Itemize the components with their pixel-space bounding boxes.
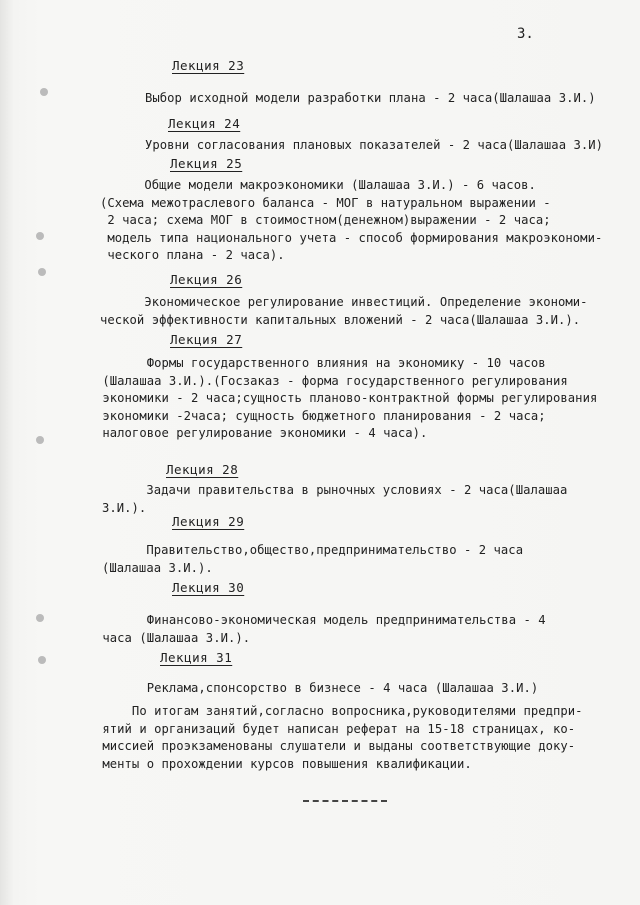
lecture-heading: Лекция 31 bbox=[160, 650, 233, 665]
lecture-heading: Лекция 28 bbox=[166, 462, 239, 477]
punch-mark bbox=[36, 232, 44, 240]
lecture-text: Общие модели макроэкономики (Шалашаа З.И.) - 6 часов. (Схема межотраслевого баланса - МОГ в натуральном выражении - 2 часа; схема МОГ в стоимостном(денежном)выражении - 2 часа; модель типа национального учета - способ формирования макроэкономи- ческого плана - 2 часа). bbox=[100, 178, 603, 262]
punch-mark bbox=[38, 268, 46, 276]
punch-mark bbox=[38, 656, 46, 664]
lecture-text: Экономическое регулирование инвестиций. Определение экономи- ческой эффективности капитальных вложений - 2 часа(Шалашаа З.И.). bbox=[100, 295, 588, 327]
lecture-text: Задачи правительства в рыночных условиях - 2 часа(Шалашаа З.И.). bbox=[102, 483, 568, 515]
closing-divider bbox=[303, 800, 387, 802]
lecture-heading: Лекция 29 bbox=[172, 514, 245, 529]
page-number: 3. bbox=[517, 26, 534, 42]
lecture-heading: Лекция 25 bbox=[170, 156, 243, 171]
lecture-heading: Лекция 24 bbox=[168, 116, 241, 131]
lecture-text: Правительство,общество,предпринимательство - 2 часа (Шалашаа З.И.). bbox=[102, 543, 524, 575]
lecture-text: Формы государственного влияния на экономику - 10 часов (Шалашаа З.И.).(Госзаказ - форма государственного регулирования экономики - 2 часа;сущность планово-контрактной формы регулирования экономики -2часа; сущность бюджетного планирования - 2 часа; налоговое регулирование экономики - 4 часа). bbox=[95, 356, 598, 440]
lecture-text: Выбор исходной модели разработки плана - 2 часа(Шалашаа З.И.) bbox=[145, 91, 596, 105]
lecture-text: Реклама,спонсорство в бизнесе - 4 часа (Шалашаа З.И.) bbox=[95, 681, 539, 695]
lecture-text: Финансово-экономическая модель предпринимательства - 4 часа (Шалашаа З.И.). bbox=[95, 613, 546, 645]
punch-mark bbox=[36, 436, 44, 444]
lecture-heading: Лекция 27 bbox=[170, 332, 243, 347]
lecture-heading: Лекция 30 bbox=[172, 580, 245, 595]
lecture-heading: Лекция 26 bbox=[170, 272, 243, 287]
lecture-text: Уровни согласования плановых показателей - 2 часа(Шалашаа З.И) bbox=[145, 138, 604, 152]
punch-mark bbox=[36, 614, 44, 622]
conclusion-text: По итогам занятий,согласно вопросника,руководителями предпри- ятий и организаций будет написан реферат на 15-18 страницах, ко- миссией проэкзаменованы слушатели и выданы соответствующие доку- менты о прохождении курсов повышения квалификации. bbox=[95, 704, 583, 771]
lecture-heading: Лекция 23 bbox=[172, 58, 245, 73]
punch-mark bbox=[40, 88, 48, 96]
